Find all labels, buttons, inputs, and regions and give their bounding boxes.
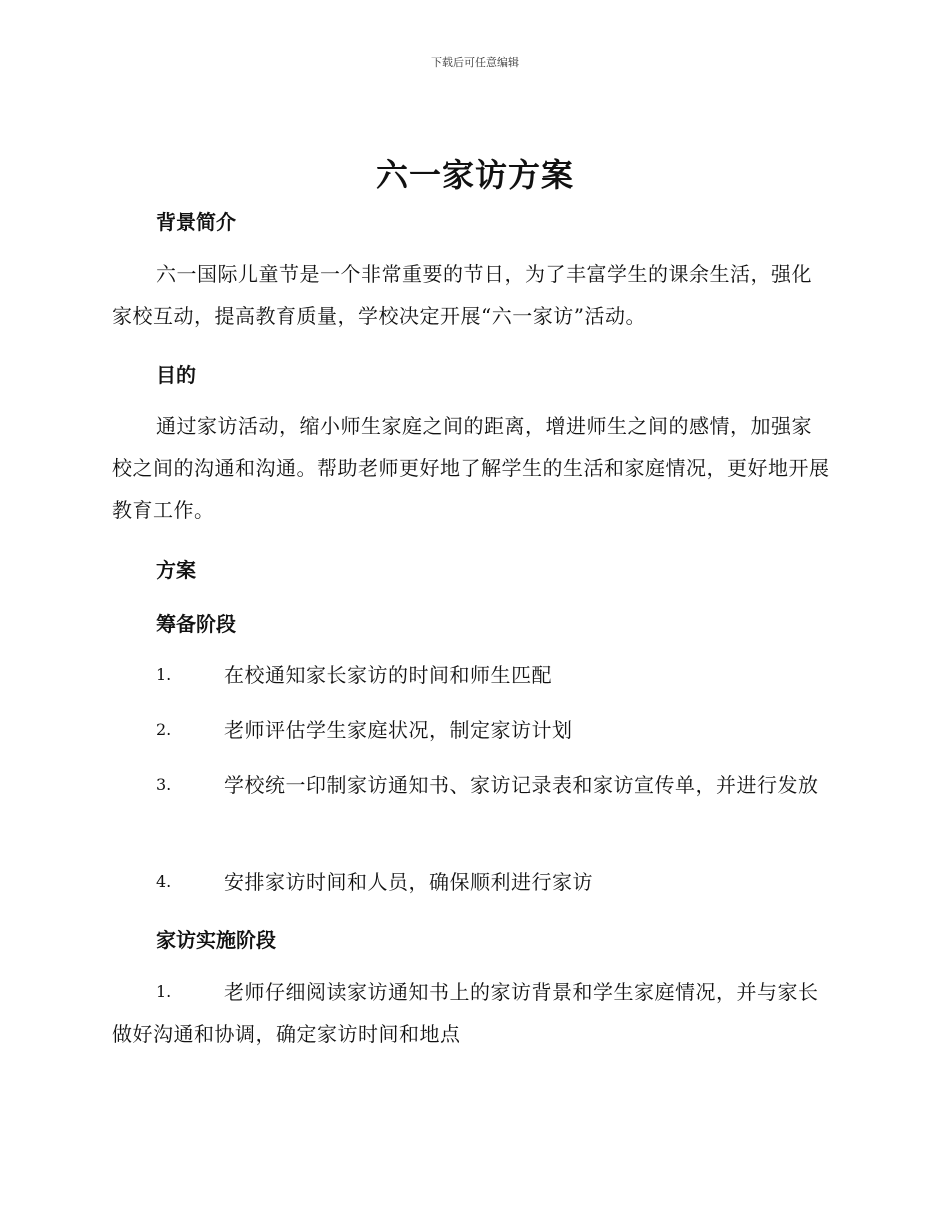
list-item-number: 4.: [156, 872, 172, 891]
list-item-text: 安排家访时间和人员，确保顺利进行家访: [224, 870, 593, 894]
list-item: [112, 709, 832, 751]
section-heading-plan: 方案: [156, 558, 196, 582]
list-item: [112, 861, 832, 903]
section-heading-purpose: 目的: [156, 363, 196, 387]
list-item-number: 3.: [156, 775, 172, 794]
list-item: [112, 971, 832, 1055]
list-item-number: 2.: [156, 720, 172, 739]
section-heading-preparation: 筹备阶段: [156, 612, 236, 636]
document-title: 六一家访方案: [375, 156, 574, 194]
section-heading-implementation: 家访实施阶段: [156, 928, 276, 952]
paragraph-purpose: 通过家访活动，缩小师生家庭之间的距离，增进师生之间的感情，加强家校之间的沟通和沟通。帮助老师更好地了解学生的生活和家庭情况，更好地开展教育工作。: [112, 414, 830, 522]
list-item: [112, 764, 832, 806]
list-item-text: 学校统一印制家访通知书、家访记录表和家访宣传单，并进行发放: [224, 773, 819, 797]
list-item-text: 老师仔细阅读家访通知书上的家访背景和学生家庭情况，并与家长做好沟通和协调，确定家访时间和地点: [112, 980, 819, 1046]
list-item-text: 老师评估学生家庭状况，制定家访计划: [224, 718, 573, 742]
list-item-number: 1.: [156, 665, 172, 684]
paragraph-background: 六一国际儿童节是一个非常重要的节日，为了丰富学生的课余生活，强化家校互动，提高教育质量，学校决定开展“六一家访”活动。: [112, 262, 812, 328]
list-item-number: 1.: [156, 982, 172, 1001]
section-heading-background: 背景简介: [156, 210, 236, 234]
header-note: 下载后可任意编辑: [431, 56, 519, 69]
list-item-text: 在校通知家长家访的时间和师生匹配: [224, 663, 552, 687]
list-item: [112, 654, 832, 696]
